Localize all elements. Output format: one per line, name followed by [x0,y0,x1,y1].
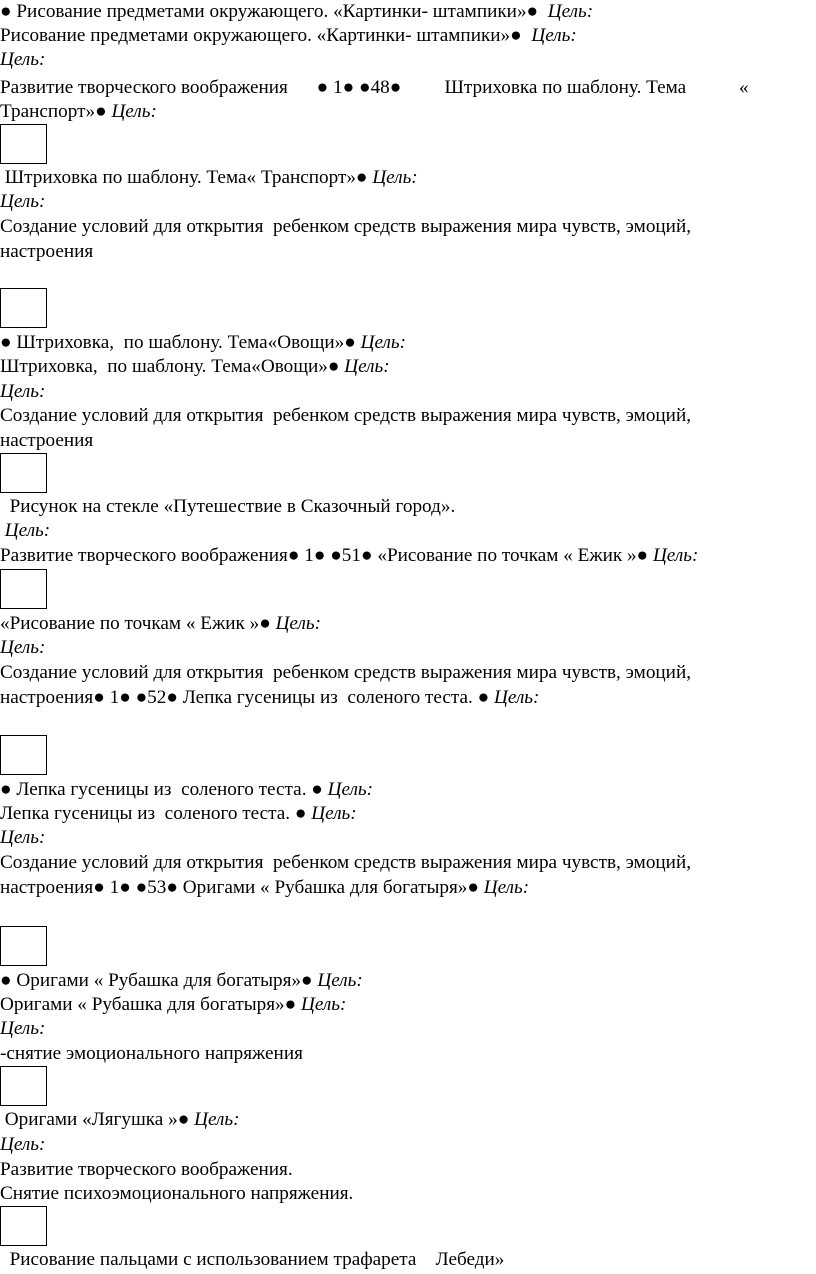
image-placeholder-box [0,288,47,328]
text-line: настроения [0,241,94,262]
text-line: -снятие эмоционального напряжения [0,1043,303,1064]
text-line: Снятие психоэмоционального напряжения. [0,1183,354,1204]
text-line: Рисование пальцами с использованием трафарета Лебеди» [0,1249,505,1270]
text-line: ● Лепка гусеницы из соленого теста. ● Цель: [0,779,374,800]
text-line: Штриховка по шаблону. Тема« Транспорт»● Цель: [0,167,418,188]
text-line: Оригами «Лягушка »● Цель: [0,1109,240,1130]
text-line: Создание условий для открытия ребенком средств выражения мира чувств, эмоций, [0,216,692,237]
goal-label: Цель: [0,637,46,658]
image-placeholder-box [0,569,47,609]
goal-label: Цель: [0,381,46,402]
text-line: Штриховка, по шаблону. Тема«Овощи»● Цель: [0,356,390,377]
goal-label: Цель: [0,1134,46,1155]
text-line: «Рисование по точкам « Ежик »● Цель: [0,613,321,634]
image-placeholder-box [0,926,47,966]
goal-label: Цель: [0,49,46,70]
text-line: ● Штриховка, по шаблону. Тема«Овощи»● Цель: [0,332,407,353]
goal-label: Цель: [0,191,46,212]
text-line: Рисование предметами окружающего. «Картинки- штампики»● Цель: [0,25,577,46]
text-line: Транспорт»● Цель: [0,101,157,122]
text-line: ● Рисование предметами окружающего. «Картинки- штампики»● Цель: [0,1,594,22]
text-line: Создание условий для открытия ребенком средств выражения мира чувств, эмоций, [0,662,692,683]
text-line: Создание условий для открытия ребенком средств выражения мира чувств, эмоций, [0,852,692,873]
text-line: Лепка гусеницы из соленого теста. ● Цель: [0,803,357,824]
text-line: настроения [0,430,94,451]
text-line: настроения● 1● ●52● Лепка гусеницы из соленого теста. ● Цель: [0,687,540,708]
text-line: Развитие творческого воображения● 1● ●51● «Рисование по точкам « Ежик »● Цель: [0,545,699,566]
image-placeholder-box [0,1066,47,1106]
image-placeholder-box [0,735,47,775]
goal-label: Цель: [0,827,46,848]
image-placeholder-box [0,453,47,493]
text-line: Рисунок на стекле «Путешествие в Сказочный город». [0,496,456,517]
image-placeholder-box [0,1206,47,1246]
text-line: ● Оригами « Рубашка для богатыря»● Цель: [0,970,363,991]
goal-label: Цель: [0,1018,46,1039]
text-line: Развитие творческого воображения ● 1● ●48● Штриховка по шаблону. Тема « [0,77,749,98]
text-line: настроения● 1● ●53● Оригами « Рубашка для богатыря»● Цель: [0,877,530,898]
text-line: Развитие творческого воображения. [0,1159,293,1180]
text-line: Оригами « Рубашка для богатыря»● Цель: [0,994,347,1015]
image-placeholder-box [0,124,47,164]
goal-label: Цель: [4,520,51,541]
text-line: Создание условий для открытия ребенком средств выражения мира чувств, эмоций, [0,405,692,426]
